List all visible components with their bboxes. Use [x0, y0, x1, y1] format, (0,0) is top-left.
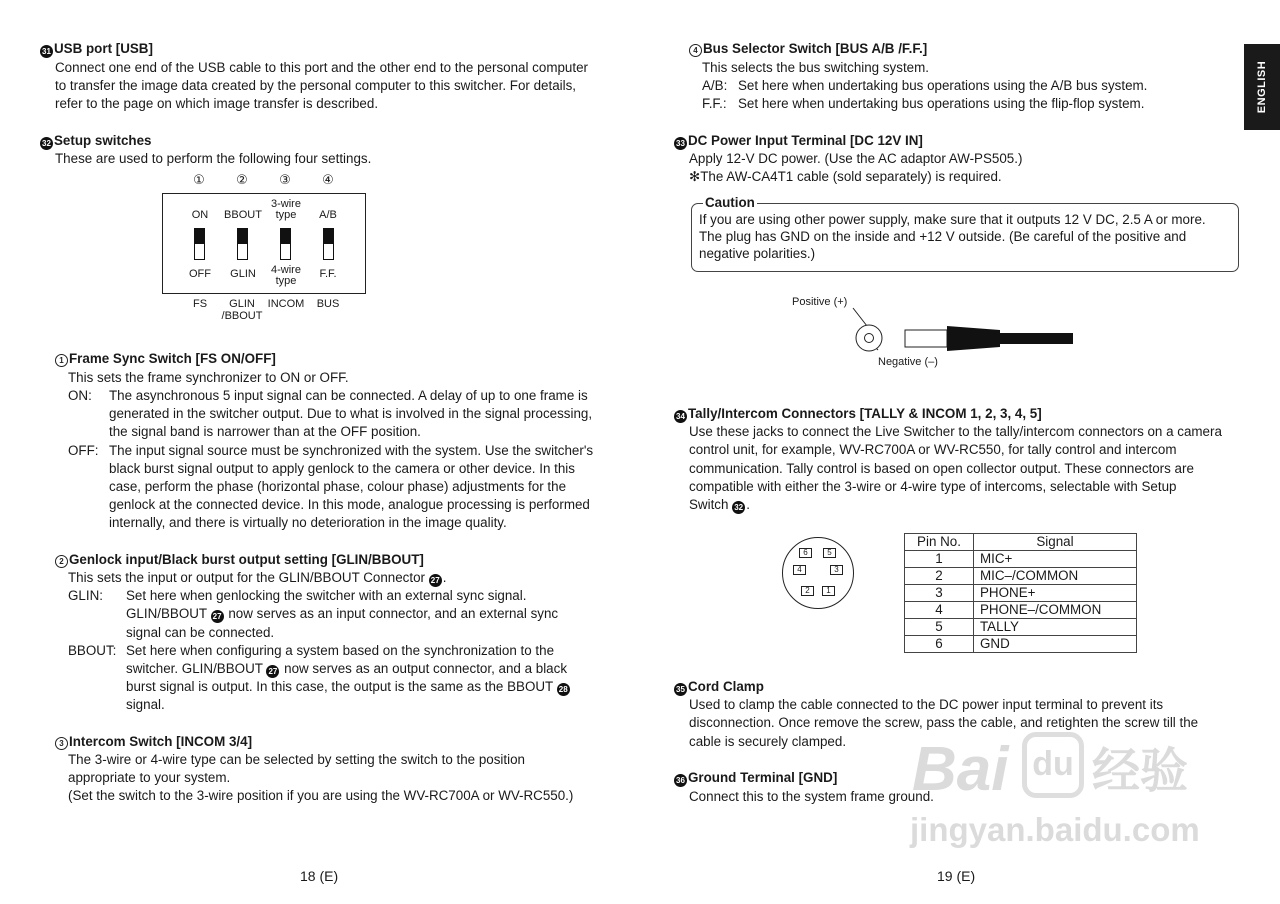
setup-marker: 32 [40, 137, 53, 150]
fs-title: Frame Sync Switch [FS ON/OFF] [69, 351, 276, 366]
fs-off-label: OFF: [68, 443, 99, 458]
dc-plug-drawing [850, 300, 1080, 362]
usb-line-1: Connect one end of the USB cable to this port and the other end to the personal computer [55, 60, 588, 75]
switch-2-top-label: BBOUT [224, 209, 262, 221]
switch-1-top-label: ON [191, 209, 209, 221]
tally-marker: 34 [674, 410, 687, 423]
genlock-intro: This sets the input or output for the GLIN/BBOUT Connector 27 . [68, 570, 447, 585]
pin-3: 3 [830, 565, 843, 575]
caution-line-3: negative polarities.) [699, 246, 816, 261]
intercom-marker: 3 [55, 737, 68, 750]
setup-intro: These are used to perform the following four settings. [55, 151, 372, 166]
bus-ff-text: Set here when undertaking bus operations using the flip-flop system. [738, 96, 1145, 111]
tally-heading [674, 405, 1042, 423]
positive-label: Positive (+) [792, 296, 848, 308]
intercom-line-2: appropriate to your system. [68, 770, 231, 785]
fs-heading [55, 350, 276, 368]
genlock-title: Genlock input/Black burst output setting [GLIN/BBOUT] [69, 552, 424, 567]
intercom-line-1: The 3-wire or 4-wire type can be selected by setting the switch to the position [68, 752, 526, 767]
switch-number-1: ① [193, 172, 205, 187]
bus-ab-label: A/B: [702, 78, 728, 93]
cord-marker: 35 [674, 683, 687, 696]
pin-cell: 1 [905, 551, 974, 568]
switch-number-4: ④ [322, 172, 334, 187]
tally-line-2: control unit, for example, WV-RC700A or WV-RC550, for tally control and intercom [689, 442, 1177, 457]
pin-6: 6 [799, 548, 812, 558]
pin-table-header [905, 534, 1137, 551]
ground-line: Connect this to the system frame ground. [689, 789, 934, 804]
pin-cell: 3 [905, 585, 974, 602]
pin-4: 4 [793, 565, 806, 575]
watermark-text-du: du [1022, 732, 1084, 798]
watermark-url: jingyan.baidu.com [910, 811, 1200, 848]
table-row [905, 636, 1137, 653]
usb-heading [40, 40, 153, 58]
usb-line-3: refer to the page on which image transfer is described. [55, 96, 379, 111]
ref-27: 27 [211, 610, 224, 623]
switch-3-name: INCOM [267, 298, 305, 310]
bus-marker: 4 [689, 44, 702, 57]
negative-label: Negative (–) [878, 356, 938, 368]
fs-intro: This sets the frame synchronizer to ON or OFF. [68, 370, 349, 385]
pin-no-header: Pin No. [905, 534, 974, 551]
watermark-text-cn: 经验 [1092, 745, 1189, 798]
switch-3-toggle [280, 228, 291, 260]
switch-2-bottom-label: GLIN [230, 268, 256, 280]
fs-on-line-2: generated in the switcher output. Due to what is involved in the signal processing, [109, 406, 593, 421]
switch-number-3: ③ [279, 172, 291, 187]
pin-table [904, 533, 1137, 653]
pin-cell: 2 [905, 568, 974, 585]
signal-cell: MIC–/COMMON [974, 568, 1137, 585]
tally-line-1: Use these jacks to connect the Live Switcher to the tally/intercom connectors on a camera [689, 424, 1222, 439]
cord-line-3: cable is securely clamped. [689, 734, 847, 749]
fs-on-line-3: the signal band is narrower than at the OFF position. [109, 424, 421, 439]
dc-line-2: ✻The AW-CA4T1 cable (sold separately) is required. [689, 169, 1002, 184]
bus-title: Bus Selector Switch [BUS A/B /F.F.] [703, 41, 928, 56]
bus-heading [689, 40, 927, 58]
dc-marker: 33 [674, 137, 687, 150]
bus-intro: This selects the bus switching system. [702, 60, 929, 75]
ref-27: 27 [429, 574, 442, 587]
signal-cell: PHONE+ [974, 585, 1137, 602]
ref-32: 32 [732, 501, 745, 514]
english-tab [1244, 44, 1280, 130]
cord-line-1: Used to clamp the cable connected to the DC power input terminal to prevent its [689, 697, 1164, 712]
dc-line-1: Apply 12-V DC power. (Use the AC adaptor AW-PS505.) [689, 151, 1023, 166]
pin-5: 5 [823, 548, 836, 558]
switch-number-2: ② [236, 172, 248, 187]
bbout-label: BBOUT: [68, 643, 117, 658]
switch-4-top-label: A/B [319, 209, 337, 221]
pin-cell: 6 [905, 636, 974, 653]
intercom-line-3: (Set the switch to the 3-wire position if you are using the WV-RC700A or WV-RC550.) [68, 788, 574, 803]
fs-marker: 1 [55, 354, 68, 367]
fs-on-line-1: The asynchronous 5 input signal can be connected. A delay of up to one frame is [109, 388, 588, 403]
switch-4-bottom-label: F.F. [319, 268, 337, 280]
cord-title: Cord Clamp [688, 679, 764, 694]
ref-28: 28 [557, 683, 570, 696]
switch-3-bottom-label: 4-wire type [271, 264, 301, 287]
cord-heading [674, 678, 764, 696]
dc-heading [674, 132, 923, 150]
glin-line-3: signal can be connected. [126, 625, 275, 640]
switch-2-name: GLIN /BBOUT [221, 298, 263, 322]
ground-heading [674, 769, 837, 787]
bbout-line-2: switcher. GLIN/BBOUT 27 now serves as an output connector, and a black [126, 661, 568, 676]
genlock-heading [55, 551, 424, 569]
switch-1-bottom-label: OFF [189, 268, 211, 280]
ground-marker: 36 [674, 774, 687, 787]
caution-line-2: The plug has GND on the inside and +12 V outside. (Be careful of the positive and [699, 229, 1187, 244]
bbout-line-3: burst signal is output. In this case, the output is the same as the BBOUT 28 [126, 678, 571, 696]
signal-cell: GND [974, 636, 1137, 653]
table-row [905, 619, 1137, 636]
glin-line-1: Set here when genlocking the switcher with an external sync signal. [126, 588, 527, 603]
switch-1-toggle [194, 228, 205, 260]
caution-title: Caution [705, 195, 755, 210]
intercom-title: Intercom Switch [INCOM 3/4] [69, 734, 253, 749]
bus-ff-label: F.F.: [702, 96, 727, 111]
pin-1: 1 [822, 586, 835, 596]
glin-line-2: GLIN/BBOUT 27 now serves as an input connector, and an external sync [126, 606, 559, 621]
tally-line-3: communication. Tally control is based on open collector output. These connectors are [689, 461, 1194, 476]
table-row [905, 568, 1137, 585]
pin-cell: 5 [905, 619, 974, 636]
tally-line-5: Switch 32 . [689, 497, 750, 512]
fs-off-line-3: case, perform the phase (horizontal phase, colour phase) adjustments for the [109, 479, 567, 494]
dc-title: DC Power Input Terminal [DC 12V IN] [688, 133, 923, 148]
bbout-line-4: signal. [126, 697, 165, 712]
table-row [905, 551, 1137, 568]
fs-off-line-1: The input signal source must be synchronized with the system. Use the switcher's [109, 443, 594, 458]
glin-label: GLIN: [68, 588, 103, 603]
right-page-number: 19 (E) [937, 868, 976, 884]
usb-line-2: to transfer the image data created by the personal computer to this switcher. For details, [55, 78, 577, 93]
pin-2: 2 [801, 586, 814, 596]
bbout-line-1: Set here when configuring a system based on the synchronization to the [126, 643, 555, 658]
signal-cell: TALLY [974, 619, 1137, 636]
switch-2-toggle [237, 228, 248, 260]
caution-line-1: If you are using other power supply, make sure that it outputs 12 V DC, 2.5 A or more. [699, 212, 1206, 227]
setup-heading [40, 132, 151, 150]
ref-27: 27 [266, 665, 279, 678]
signal-header: Signal [974, 534, 1137, 551]
english-tab-label: ENGLISH [1256, 60, 1268, 114]
tally-title: Tally/Intercom Connectors [TALLY & INCOM 1, 2, 3, 4, 5] [688, 406, 1042, 421]
table-row [905, 585, 1137, 602]
table-row [905, 602, 1137, 619]
tally-line-4: compatible with either the 3-wire or 4-wire type of intercoms, selectable with Setup [689, 479, 1177, 494]
cord-line-2: disconnection. Once remove the screw, pass the cable, and retighten the screw till the [689, 715, 1199, 730]
fs-off-line-4: genlock at the connected device. In this mode, analogue processing is performed [109, 497, 590, 512]
switch-4-name: BUS [316, 298, 340, 310]
signal-cell: PHONE–/COMMON [974, 602, 1137, 619]
switch-4-toggle [323, 228, 334, 260]
fs-on-label: ON: [68, 388, 92, 403]
switch-3-top-label: 3-wire type [271, 198, 301, 221]
switch-1-name: FS [192, 298, 208, 310]
fs-off-line-2: black burst signal output to apply genlock to the camera or other device. In this [109, 461, 575, 476]
pin-cell: 4 [905, 602, 974, 619]
usb-title: USB port [USB] [54, 41, 153, 56]
ground-title: Ground Terminal [GND] [688, 770, 838, 785]
intercom-heading [55, 733, 252, 751]
watermark-text-bai: Bai [912, 735, 1009, 804]
usb-marker: 31 [40, 45, 53, 58]
setup-title: Setup switches [54, 133, 152, 148]
bus-ab-text: Set here when undertaking bus operations using the A/B bus system. [738, 78, 1148, 93]
signal-cell: MIC+ [974, 551, 1137, 568]
fs-off-line-5: internally, and there is virtually no deterioration in the image quality. [109, 515, 507, 530]
left-page-number: 18 (E) [300, 868, 339, 884]
genlock-marker: 2 [55, 555, 68, 568]
